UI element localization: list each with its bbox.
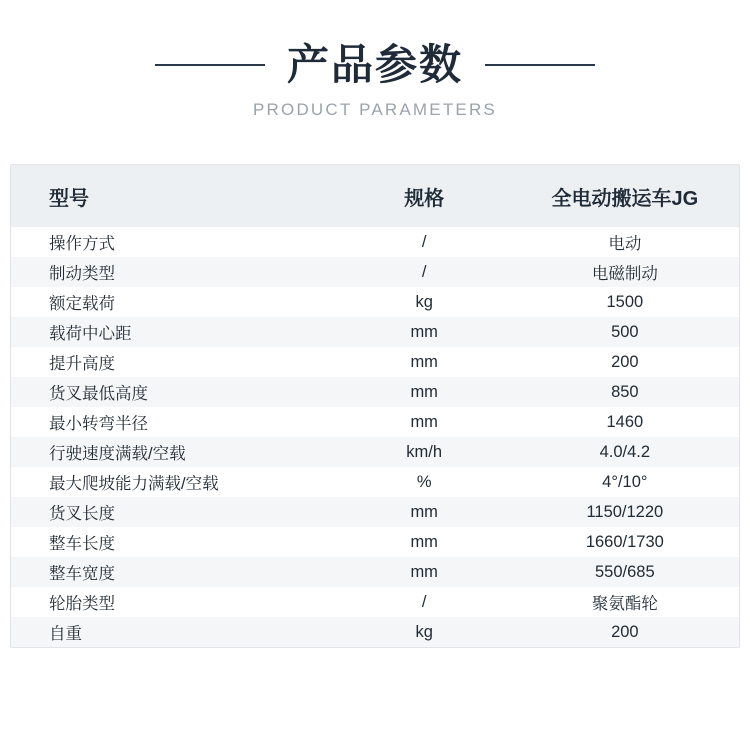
header-cell-unit: 规格 bbox=[404, 187, 445, 210]
cell-parameter-value: 200 bbox=[611, 352, 639, 371]
cell-parameter-value: 4°/10° bbox=[602, 472, 648, 491]
table-row bbox=[11, 557, 739, 587]
page-header bbox=[0, 0, 750, 120]
cell-parameter-unit: / bbox=[421, 232, 427, 251]
cell-parameter-unit: / bbox=[421, 262, 427, 281]
table-row bbox=[11, 407, 739, 437]
table-row bbox=[11, 347, 739, 377]
spec-table-head bbox=[11, 165, 739, 227]
cell-parameter-unit: kg bbox=[415, 622, 433, 641]
cell-parameter-name: 货叉最低高度 bbox=[49, 385, 148, 403]
cell-parameter-value: 4.0/4.2 bbox=[599, 442, 651, 461]
title-rule-right bbox=[485, 64, 595, 66]
cell-parameter-unit: kg bbox=[415, 292, 433, 311]
page-title: 产品参数 bbox=[286, 41, 463, 88]
spec-table-body bbox=[11, 227, 739, 647]
cell-parameter-value: 1660/1730 bbox=[585, 532, 664, 551]
table-row bbox=[11, 587, 739, 617]
cell-parameter-unit: % bbox=[416, 472, 432, 491]
cell-parameter-value: 1500 bbox=[606, 292, 644, 311]
table-row bbox=[11, 257, 739, 287]
table-row bbox=[11, 497, 739, 527]
cell-parameter-name: 轮胎类型 bbox=[49, 595, 115, 613]
cell-parameter-unit: / bbox=[421, 592, 427, 611]
cell-parameter-unit: mm bbox=[410, 532, 438, 551]
header-cell-name: 型号 bbox=[49, 187, 89, 210]
cell-parameter-value: 聚氨酯轮 bbox=[591, 595, 658, 613]
cell-parameter-unit: km/h bbox=[406, 442, 443, 461]
cell-parameter-value: 1460 bbox=[606, 412, 644, 431]
cell-parameter-unit: mm bbox=[410, 382, 438, 401]
cell-parameter-name: 自重 bbox=[49, 625, 82, 643]
page-subtitle: PRODUCT PARAMETERS bbox=[253, 100, 497, 119]
cell-parameter-unit: mm bbox=[410, 562, 438, 581]
cell-parameter-unit: mm bbox=[410, 352, 438, 371]
table-row bbox=[11, 317, 739, 347]
table-row bbox=[11, 617, 739, 647]
cell-parameter-unit: mm bbox=[410, 322, 438, 341]
cell-parameter-name: 最小转弯半径 bbox=[49, 415, 148, 433]
cell-parameter-value: 550/685 bbox=[595, 562, 655, 581]
table-row bbox=[11, 467, 739, 497]
cell-parameter-unit: mm bbox=[410, 502, 438, 521]
table-row bbox=[11, 287, 739, 317]
cell-parameter-value: 500 bbox=[611, 322, 639, 341]
table-row bbox=[11, 377, 739, 407]
bottom-strip bbox=[0, 717, 750, 729]
cell-parameter-name: 额定载荷 bbox=[49, 295, 115, 313]
cell-parameter-value: 电动 bbox=[608, 235, 642, 253]
table-header-row bbox=[11, 165, 739, 227]
table-row bbox=[11, 527, 739, 557]
cell-parameter-name: 行驶速度满载/空载 bbox=[49, 445, 186, 463]
cell-parameter-name: 最大爬坡能力满载/空载 bbox=[49, 475, 219, 493]
cell-parameter-name: 整车长度 bbox=[49, 535, 115, 553]
cell-parameter-value: 电磁制动 bbox=[591, 265, 658, 283]
table-row bbox=[11, 227, 739, 257]
header-cell-value: 全电动搬运车JG bbox=[551, 187, 699, 210]
spec-table-container bbox=[10, 164, 740, 648]
cell-parameter-unit: mm bbox=[410, 412, 438, 431]
cell-parameter-name: 操作方式 bbox=[49, 235, 115, 253]
spec-table bbox=[11, 165, 739, 647]
cell-parameter-name: 整车宽度 bbox=[49, 565, 115, 583]
cell-parameter-name: 货叉长度 bbox=[49, 505, 115, 523]
title-rule-left bbox=[155, 64, 265, 66]
title-row bbox=[0, 41, 750, 88]
cell-parameter-value: 200 bbox=[611, 622, 639, 641]
cell-parameter-name: 载荷中心距 bbox=[49, 325, 132, 343]
cell-parameter-name: 提升高度 bbox=[49, 355, 115, 373]
cell-parameter-value: 850 bbox=[611, 382, 639, 401]
cell-parameter-value: 1150/1220 bbox=[586, 502, 664, 521]
cell-parameter-name: 制动类型 bbox=[49, 265, 115, 283]
table-row bbox=[11, 437, 739, 467]
